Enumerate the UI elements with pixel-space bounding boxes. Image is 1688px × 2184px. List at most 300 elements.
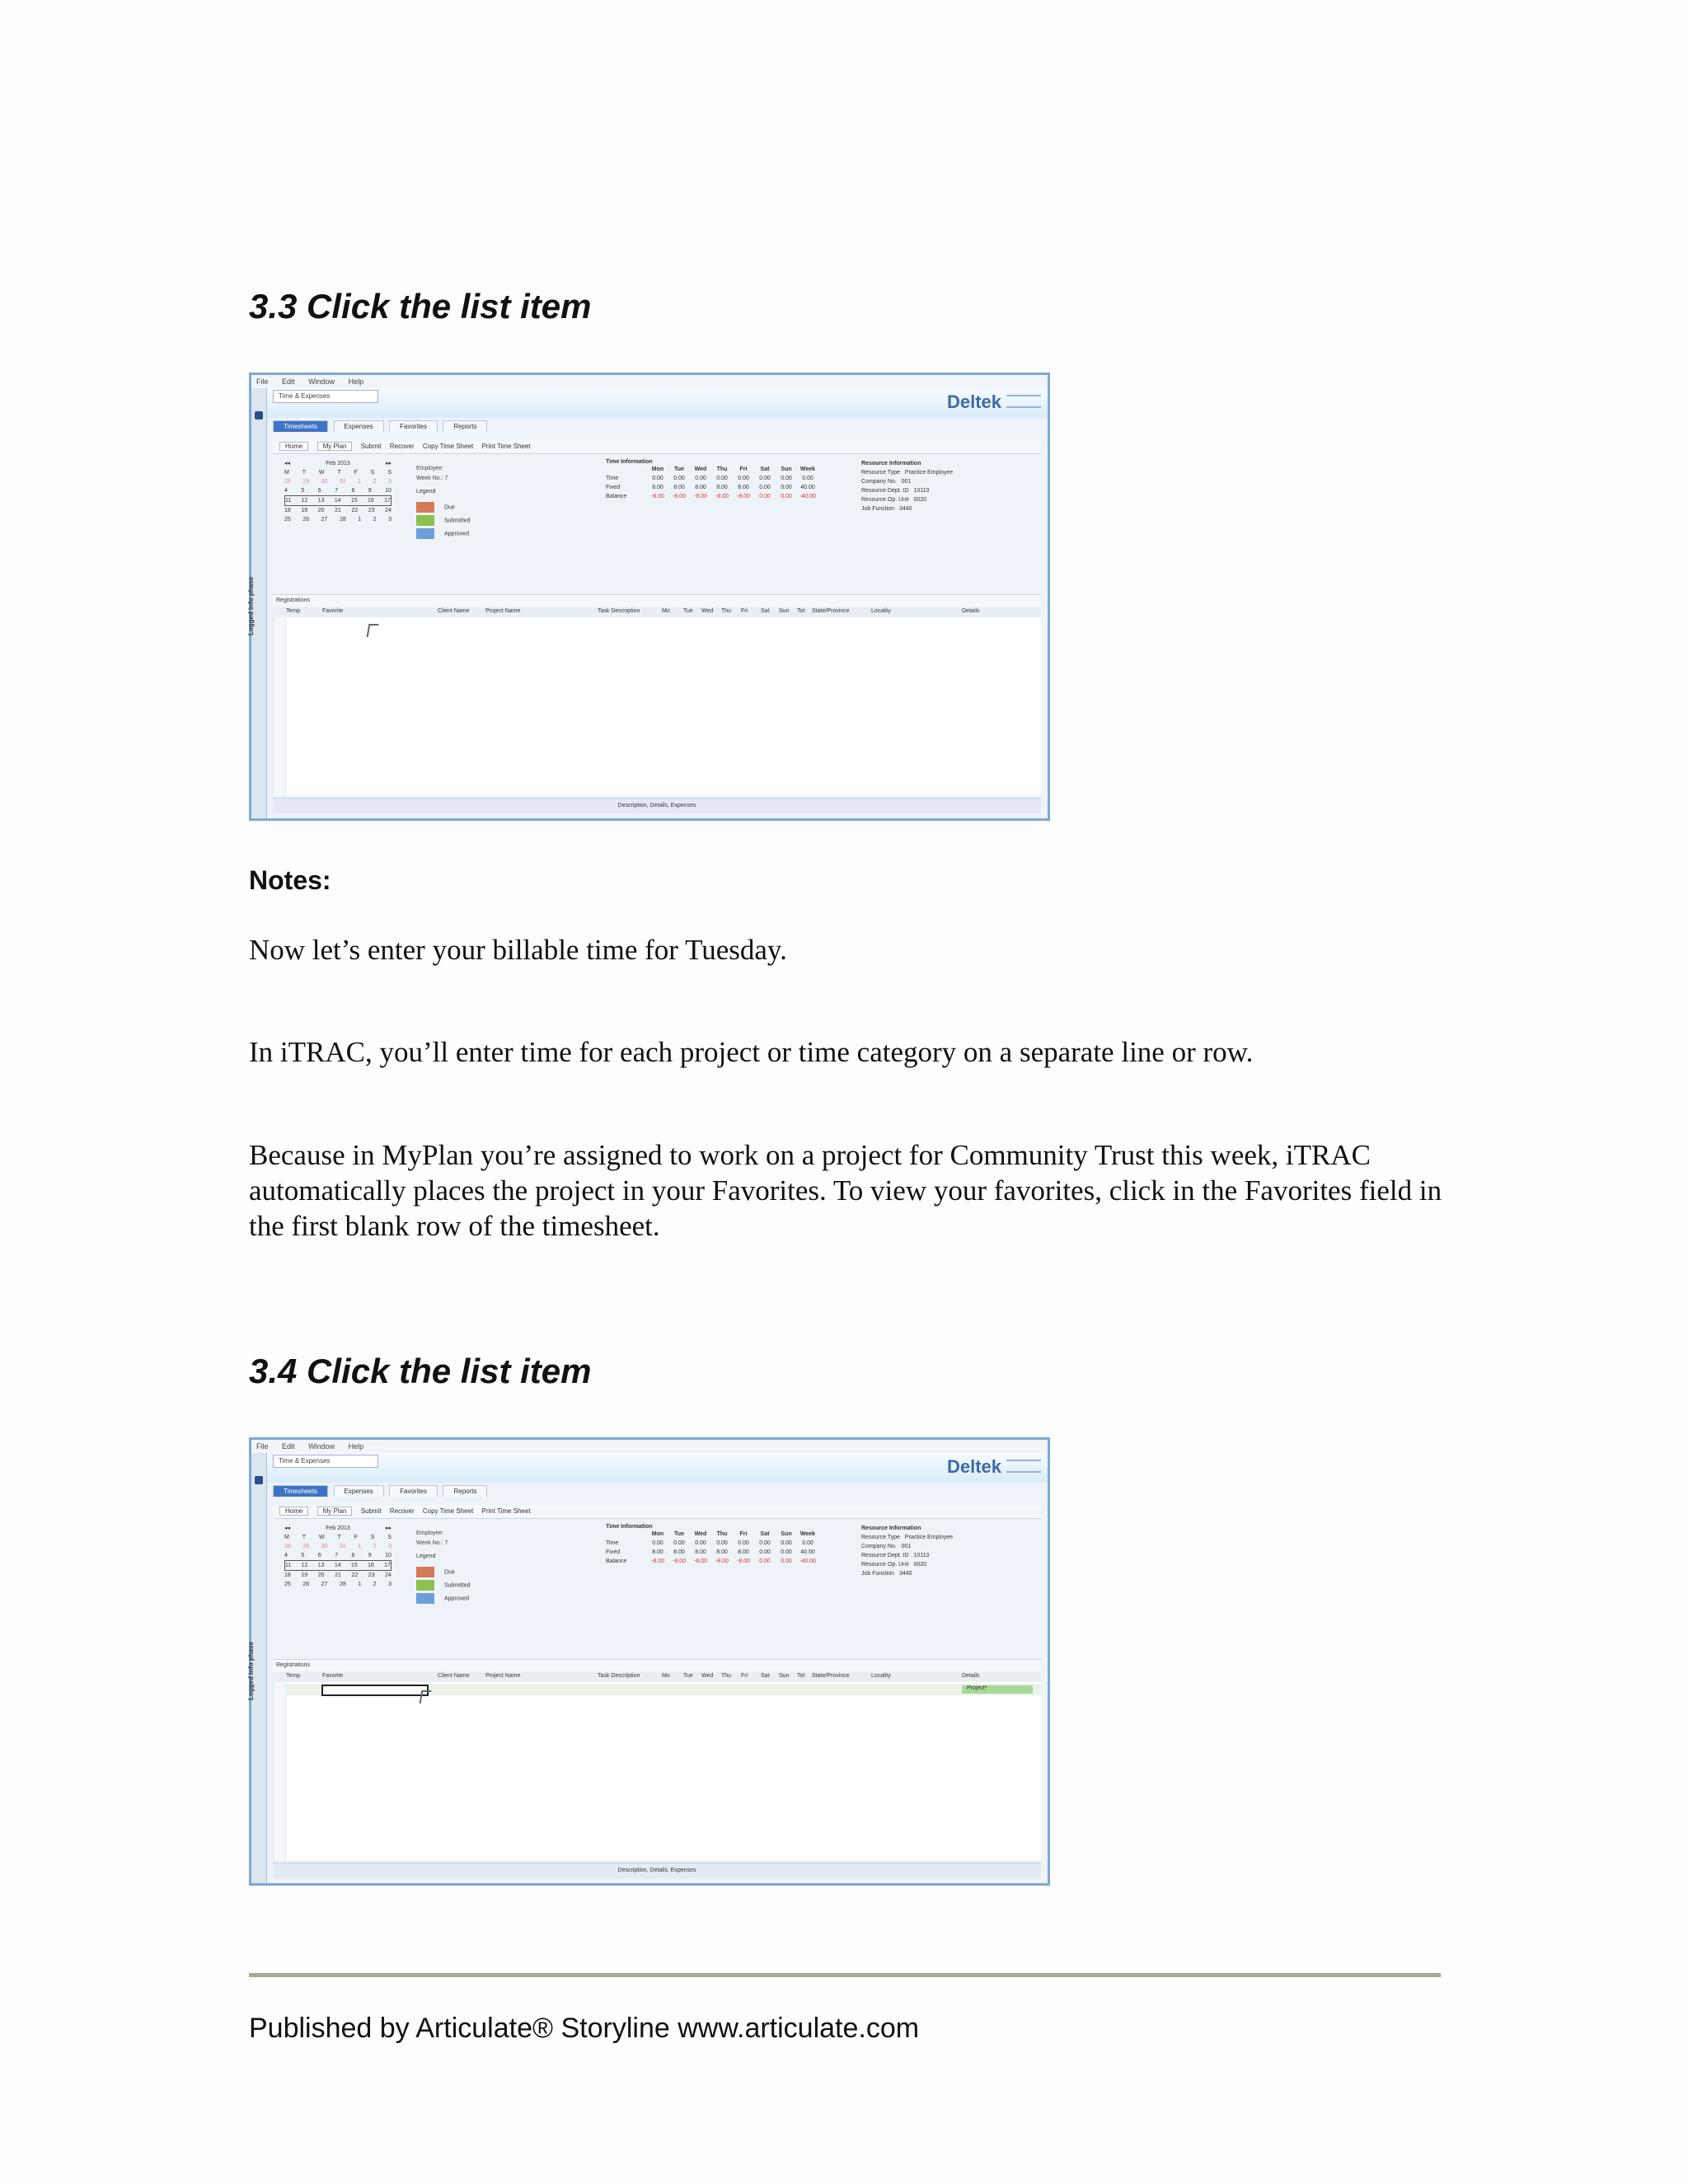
- calendar-day[interactable]: 9: [368, 1553, 372, 1558]
- calendar-day[interactable]: 11: [285, 498, 292, 504]
- calendar-day[interactable]: 17: [384, 1563, 391, 1568]
- resource-value: Practice Employee: [904, 470, 954, 476]
- calendar-day[interactable]: 21: [335, 1572, 341, 1578]
- copy-time-sheet-button[interactable]: Copy Time Sheet: [422, 1507, 474, 1515]
- time-cell: 0.00: [716, 476, 728, 481]
- week-label: Week No.:: [416, 1540, 443, 1546]
- left-rail: [247, 388, 267, 818]
- calendar-day[interactable]: 2: [373, 517, 377, 523]
- legend-title: Legend: [416, 1554, 436, 1559]
- calendar-day[interactable]: 16: [368, 498, 374, 504]
- notes-label: Notes:: [249, 865, 331, 895]
- tab-reports[interactable]: Reports: [443, 420, 487, 432]
- time-col: Fri: [739, 466, 748, 472]
- resource-value: 3440: [898, 1571, 912, 1577]
- weekday: S: [370, 1535, 375, 1540]
- resource-key: Resource Type: [861, 470, 900, 476]
- time-col: Fri: [739, 1531, 748, 1537]
- calendar-day[interactable]: 3: [388, 517, 392, 523]
- details-project-cell[interactable]: Project*: [962, 1685, 1033, 1694]
- calendar-day[interactable]: 31: [339, 1544, 346, 1549]
- calendar-day[interactable]: 2: [373, 479, 377, 485]
- deltek-logo: Deltek: [946, 391, 1001, 412]
- resource-key: Resource Op. Unit: [861, 497, 909, 503]
- time-col: Mon: [651, 466, 664, 472]
- calendar-day[interactable]: 19: [301, 1572, 308, 1578]
- note-paragraph-2: In iTRAC, you’ll enter time for each project or time category on a separate line or row.: [249, 1036, 1254, 1068]
- calendar-day[interactable]: 12: [301, 498, 308, 504]
- legend-label: Approved: [444, 1596, 469, 1602]
- menu-window[interactable]: Window: [308, 1442, 335, 1451]
- grid-col-sun[interactable]: Sun: [779, 1673, 790, 1679]
- calendar-day[interactable]: 14: [334, 498, 341, 504]
- calendar-day[interactable]: 1: [358, 1544, 362, 1549]
- resource-value: 10110: [913, 1553, 930, 1558]
- calendar-day[interactable]: 1: [358, 479, 362, 485]
- grid-col-thu[interactable]: Thu: [721, 608, 732, 614]
- favorites-field[interactable]: [321, 1685, 429, 1696]
- calendar-month: Feb 2013: [326, 1526, 350, 1531]
- nav-tabs: [273, 1483, 489, 1496]
- timesheet-grid[interactable]: [273, 617, 1041, 795]
- calendar-day[interactable]: 3: [388, 479, 392, 485]
- left-rail: [247, 1453, 267, 1883]
- toolbar: [273, 1505, 1041, 1519]
- calendar-day[interactable]: 4: [284, 1553, 288, 1558]
- grid-col-sun[interactable]: Sun: [779, 608, 790, 614]
- grid-col-temp[interactable]: Temp: [286, 1673, 301, 1679]
- left-rail-label: Logged info phase: [247, 1641, 256, 1701]
- weekday: W: [318, 1535, 325, 1540]
- tab-expenses[interactable]: Expenses: [334, 1485, 384, 1497]
- weekday: M: [284, 470, 289, 476]
- time-cell: 0.00: [673, 1540, 685, 1546]
- resource-value: 001: [901, 1544, 912, 1549]
- weekday: F: [354, 470, 358, 476]
- registrations-tab[interactable]: Registrations: [273, 594, 1041, 607]
- document-tab[interactable]: Time & Expenses: [273, 1455, 378, 1468]
- time-col: Wed: [694, 1531, 707, 1537]
- time-cell: -8.00: [673, 1558, 686, 1564]
- deltek-logo: Deltek: [946, 1456, 1001, 1477]
- grid-col-details[interactable]: Details: [962, 608, 980, 614]
- calendar-day[interactable]: 7: [335, 488, 338, 494]
- calendar-day[interactable]: 30: [321, 1544, 328, 1549]
- grid-col-client[interactable]: Client Name: [438, 608, 470, 614]
- resource-key: Company No.: [861, 479, 897, 485]
- home-button[interactable]: Home: [279, 1507, 308, 1516]
- calendar-day[interactable]: 13: [317, 498, 325, 504]
- grid-col-locality[interactable]: Locality: [871, 608, 891, 614]
- grid-col-favorite[interactable]: Favorite: [322, 1673, 344, 1679]
- weekday: T: [337, 1535, 341, 1540]
- calendar-day[interactable]: 23: [368, 508, 375, 513]
- employee-label: Employee:: [416, 466, 444, 471]
- time-col: Tue: [674, 466, 684, 472]
- calendar-day[interactable]: 5: [301, 1553, 305, 1558]
- legend-swatch-due: [416, 502, 434, 513]
- tab-timesheets[interactable]: Timesheets: [273, 420, 328, 432]
- week-value: 7: [444, 476, 448, 481]
- employee-label: Employee:: [416, 1530, 444, 1536]
- calendar-day[interactable]: 31: [339, 479, 346, 485]
- time-col: Sat: [760, 466, 770, 472]
- calendar-day[interactable]: 18: [284, 508, 291, 513]
- menu-edit[interactable]: Edit: [282, 1442, 295, 1451]
- calendar-day[interactable]: 19: [301, 508, 308, 513]
- print-time-sheet-button[interactable]: Print Time Sheet: [481, 1507, 531, 1515]
- time-cell: 0.00: [759, 1558, 771, 1564]
- calendar-day[interactable]: 10: [385, 1553, 392, 1558]
- next-month-icon[interactable]: ▸▸: [385, 1526, 392, 1531]
- calendar-day[interactable]: 23: [368, 1572, 375, 1578]
- grid-col-favorite[interactable]: Favorite: [322, 608, 344, 614]
- brand-bar: [266, 1453, 1048, 1483]
- tab-reports[interactable]: Reports: [443, 1485, 487, 1497]
- my-plan-button[interactable]: My Plan: [317, 442, 353, 451]
- menu-bar: [251, 1440, 1048, 1453]
- grid-col-tue[interactable]: Tue: [683, 1673, 693, 1679]
- calendar-day[interactable]: 3: [388, 1544, 392, 1549]
- time-cell: 0.00: [781, 485, 792, 490]
- resource-information: [861, 459, 953, 513]
- time-cell: 8.00: [673, 1549, 685, 1555]
- grid-col-state[interactable]: State/Province: [812, 608, 850, 614]
- calendar-day[interactable]: 3: [388, 1582, 392, 1587]
- prev-month-icon[interactable]: ◂◂: [284, 461, 291, 466]
- time-cell: 0.00: [802, 476, 814, 481]
- time-cell: -8.00: [737, 494, 750, 499]
- calendar-day[interactable]: 24: [385, 1572, 392, 1578]
- legend-label: Submitted: [444, 518, 471, 524]
- time-cell: -8.00: [651, 494, 664, 499]
- weekday: M: [284, 1535, 289, 1540]
- calendar-day[interactable]: 8: [351, 488, 355, 494]
- calendar-day[interactable]: 29: [302, 1544, 310, 1549]
- left-rail-label: Logged info phase: [247, 576, 256, 636]
- calendar-day[interactable]: 15: [350, 498, 358, 504]
- legend-swatch-submitted: [416, 1580, 434, 1591]
- time-cell: 0.00: [759, 494, 771, 499]
- legend: [416, 489, 471, 541]
- calendar-day[interactable]: 7: [335, 1553, 338, 1558]
- calendar-day[interactable]: 16: [368, 1563, 374, 1568]
- time-cell: 8.00: [695, 485, 706, 490]
- resource-key: Resource Type: [861, 1535, 900, 1540]
- calendar-day[interactable]: 22: [351, 508, 359, 513]
- time-cell: 0.00: [759, 485, 771, 490]
- grid-col-mo[interactable]: Mo: [662, 1673, 670, 1679]
- time-col: Sun: [781, 1531, 792, 1537]
- note-paragraph-1: Now let’s enter your billable time for Tuesday.: [249, 934, 787, 966]
- resource-value: 10110: [913, 488, 930, 494]
- time-cell: 0.00: [781, 1540, 792, 1546]
- time-info-title: Time Information: [606, 1524, 653, 1530]
- calendar-day[interactable]: 4: [284, 488, 288, 494]
- menu-bar: [251, 375, 1048, 388]
- time-cell: 0.00: [759, 1540, 771, 1546]
- calendar-day[interactable]: 20: [317, 508, 325, 513]
- lock-icon[interactable]: [255, 1476, 263, 1484]
- my-plan-button[interactable]: My Plan: [317, 1507, 353, 1516]
- logo-decoration: [1006, 395, 1041, 408]
- resource-key: Job Function: [861, 1571, 895, 1577]
- time-cell: -8.00: [715, 494, 729, 499]
- next-month-icon[interactable]: ▸▸: [385, 461, 392, 466]
- resource-key: Resource Dept. ID: [861, 488, 909, 494]
- calendar-day[interactable]: 9: [368, 488, 372, 494]
- resource-value: 0020: [913, 497, 927, 503]
- tab-favorites[interactable]: Favorites: [389, 420, 438, 432]
- menu-file[interactable]: File: [256, 1442, 269, 1451]
- app-screenshot-1: [249, 373, 1050, 821]
- row-numbers: [274, 617, 286, 795]
- time-information: [606, 1524, 818, 1566]
- calendar-day[interactable]: 28: [284, 1544, 291, 1549]
- calendar-day[interactable]: 25: [284, 1582, 291, 1587]
- grid-col-locality[interactable]: Locality: [871, 1673, 891, 1679]
- calendar-day[interactable]: 8: [351, 1553, 355, 1558]
- document-tab[interactable]: Time & Expenses: [273, 390, 378, 403]
- time-col: Thu: [716, 466, 728, 472]
- employee-info: [416, 1529, 448, 1549]
- week-label: Week No.:: [416, 476, 443, 481]
- home-button[interactable]: Home: [279, 442, 308, 451]
- calendar-day[interactable]: 11: [285, 1563, 292, 1568]
- new-timesheet-row[interactable]: [285, 1684, 1041, 1695]
- week-value: 7: [444, 1540, 448, 1546]
- calendar-day[interactable]: 27: [321, 1582, 328, 1587]
- prev-month-icon[interactable]: ◂◂: [284, 1526, 291, 1531]
- time-cell: 0.00: [781, 1549, 792, 1555]
- calendar-month: Feb 2013: [326, 461, 350, 466]
- calendar-day[interactable]: 28: [284, 479, 291, 485]
- calendar-day[interactable]: 12: [301, 1563, 308, 1568]
- time-row-label: Time: [606, 476, 619, 481]
- submit-button[interactable]: Submit: [360, 443, 382, 450]
- menu-edit[interactable]: Edit: [282, 377, 295, 386]
- legend-swatch-submitted: [416, 515, 434, 526]
- time-cell: -8.00: [694, 1558, 707, 1564]
- legend-label: Due: [444, 504, 455, 511]
- grid-col-state[interactable]: State/Province: [812, 1673, 850, 1679]
- time-cell: 8.00: [716, 485, 728, 490]
- grid-col-tue[interactable]: Tue: [683, 608, 693, 614]
- registrations-tab[interactable]: Registrations: [273, 1659, 1041, 1671]
- calendar-day[interactable]: 14: [334, 1563, 341, 1568]
- grid-col-wed[interactable]: Wed: [701, 608, 714, 614]
- time-col: Week: [799, 466, 816, 472]
- resource-value: Practice Employee: [904, 1535, 954, 1540]
- time-cell: 0.00: [716, 1540, 728, 1546]
- tab-expenses[interactable]: Expenses: [334, 420, 384, 432]
- grid-col-thu[interactable]: Thu: [721, 1673, 732, 1679]
- grid-col-project[interactable]: Project Name: [485, 1673, 521, 1679]
- time-cell: -40.00: [799, 494, 816, 499]
- time-cell: 0.00: [781, 1558, 792, 1564]
- menu-help[interactable]: Help: [348, 377, 364, 386]
- calendar-day[interactable]: 28: [339, 517, 346, 523]
- grid-col-task[interactable]: Task Description: [598, 608, 640, 614]
- weekday: S: [387, 1535, 392, 1540]
- weekday: T: [302, 1535, 307, 1540]
- grid-col-fri[interactable]: Fri: [741, 1673, 748, 1679]
- nav-tabs: [273, 418, 489, 431]
- resource-value: 001: [901, 479, 912, 485]
- legend-label: Approved: [444, 531, 469, 537]
- row-numbers: [274, 1682, 286, 1860]
- weekday: T: [337, 470, 341, 476]
- recover-button[interactable]: Recover: [389, 1507, 415, 1515]
- grid-col-sat[interactable]: Sat: [761, 1673, 770, 1679]
- calendar-day[interactable]: 6: [317, 488, 321, 494]
- footer-divider: [249, 1973, 1441, 1977]
- status-bar[interactable]: Description, Details, Expenses: [273, 1863, 1041, 1878]
- resource-key: Company No.: [861, 1544, 897, 1549]
- grid-col-tot[interactable]: Tot: [797, 608, 805, 614]
- time-information: [606, 459, 818, 501]
- time-cell: 0.00: [802, 1540, 814, 1546]
- time-col: Tue: [674, 1531, 684, 1537]
- time-cell: 0.00: [652, 476, 663, 481]
- time-row-label: Balance: [606, 494, 627, 499]
- resource-title: Resource Information: [861, 1526, 921, 1531]
- calendar-day[interactable]: 26: [302, 1582, 310, 1587]
- legend-title: Legend: [416, 489, 436, 494]
- weekday: S: [387, 470, 392, 476]
- print-time-sheet-button[interactable]: Print Time Sheet: [481, 443, 531, 450]
- legend-swatch-approved: [416, 1593, 434, 1604]
- calendar-day[interactable]: 2: [373, 1544, 377, 1549]
- time-cell: 8.00: [738, 1549, 749, 1555]
- calendar[interactable]: [284, 1524, 392, 1623]
- resource-key: Resource Dept. ID: [861, 1553, 909, 1558]
- time-cell: 0.00: [781, 494, 792, 499]
- grid-col-wed[interactable]: Wed: [701, 1673, 714, 1679]
- calendar-day[interactable]: 17: [384, 498, 391, 504]
- resource-value: 3440: [898, 506, 912, 512]
- grid-col-tot[interactable]: Tot: [797, 1673, 805, 1679]
- calendar[interactable]: [284, 459, 392, 558]
- brand-bar: [266, 388, 1048, 418]
- grid-col-client[interactable]: Client Name: [438, 1673, 470, 1679]
- calendar-day[interactable]: 18: [284, 1572, 291, 1578]
- time-cell: 0.00: [781, 476, 792, 481]
- time-info-title: Time Information: [606, 459, 653, 465]
- calendar-day[interactable]: 21: [335, 508, 341, 513]
- lock-icon[interactable]: [255, 411, 263, 419]
- resource-key: Job Function: [861, 506, 895, 512]
- time-cell: 8.00: [652, 485, 663, 490]
- time-cell: 0.00: [652, 1540, 663, 1546]
- grid-col-task[interactable]: Task Description: [598, 1673, 640, 1679]
- time-cell: 40.00: [800, 1549, 815, 1555]
- calendar-day[interactable]: 5: [301, 488, 305, 494]
- tab-timesheets[interactable]: Timesheets: [273, 1485, 328, 1497]
- time-cell: 40.00: [800, 485, 815, 490]
- time-col: Week: [799, 1531, 816, 1537]
- recover-button[interactable]: Recover: [389, 443, 415, 450]
- calendar-day[interactable]: 6: [317, 1553, 321, 1558]
- weekday: F: [354, 1535, 358, 1540]
- grid-col-mo[interactable]: Mo: [662, 608, 670, 614]
- menu-help[interactable]: Help: [348, 1442, 364, 1451]
- timesheet-grid[interactable]: [273, 1682, 1041, 1860]
- calendar-day[interactable]: 1: [358, 1582, 362, 1587]
- section-heading-3-4: 3.4 Click the list item: [249, 1352, 592, 1390]
- time-cell: 0.00: [759, 476, 771, 481]
- calendar-day[interactable]: 25: [284, 517, 291, 523]
- time-cell: -40.00: [799, 1558, 816, 1564]
- time-cell: 0.00: [738, 1540, 749, 1546]
- note-paragraph-3: Because in MyPlan you’re assigned to work on a project for Community Trust this week, iTRAC automatically places the project in your Favorites. To view your favorites, click in the Favorites field in the first blank row of the timesheet.: [249, 1139, 1442, 1242]
- time-col: Thu: [716, 1531, 728, 1537]
- calendar-day[interactable]: 28: [339, 1582, 346, 1587]
- time-cell: -8.00: [715, 1558, 729, 1564]
- time-row-label: Time: [606, 1540, 619, 1546]
- grid-col-temp[interactable]: Temp: [286, 608, 301, 614]
- mouse-cursor-icon: [367, 624, 379, 637]
- grid-col-fri[interactable]: Fri: [741, 608, 748, 614]
- legend-label: Due: [444, 1569, 455, 1576]
- status-bar[interactable]: Description, Details, Expenses: [273, 798, 1041, 813]
- calendar-day[interactable]: 30: [321, 479, 328, 485]
- grid-col-sat[interactable]: Sat: [761, 608, 770, 614]
- time-cell: 0.00: [695, 476, 706, 481]
- time-cell: 8.00: [738, 485, 749, 490]
- resource-information: [861, 1524, 953, 1578]
- time-cell: 0.00: [738, 476, 749, 481]
- weekday: W: [318, 470, 325, 476]
- time-cell: 0.00: [759, 1549, 771, 1555]
- section-heading-3-3: 3.3 Click the list item: [249, 287, 592, 326]
- time-col: Wed: [694, 466, 707, 472]
- time-cell: 0.00: [695, 1540, 706, 1546]
- calendar-day[interactable]: 20: [317, 1572, 325, 1578]
- tab-favorites[interactable]: Favorites: [389, 1485, 438, 1497]
- grid-col-details[interactable]: Details: [962, 1673, 980, 1679]
- calendar-day[interactable]: 1: [358, 517, 362, 523]
- legend-swatch-due: [416, 1567, 434, 1577]
- footer-text: Published by Articulate® Storyline www.articulate.com: [249, 2013, 920, 2044]
- calendar-day[interactable]: 24: [385, 508, 392, 513]
- app-screenshot-2: [249, 1437, 1050, 1886]
- time-cell: -8.00: [673, 494, 686, 499]
- menu-file[interactable]: File: [256, 377, 269, 386]
- time-cell: -8.00: [694, 494, 707, 499]
- time-cell: 8.00: [716, 1549, 728, 1555]
- calendar-day[interactable]: 29: [302, 479, 310, 485]
- calendar-day[interactable]: 15: [350, 1563, 358, 1568]
- grid-col-project[interactable]: Project Name: [485, 608, 521, 614]
- time-cell: 8.00: [652, 1549, 663, 1555]
- resource-title: Resource Information: [861, 461, 921, 466]
- calendar-day[interactable]: 26: [302, 517, 310, 523]
- calendar-day[interactable]: 10: [385, 488, 392, 494]
- resource-key: Resource Op. Unit: [861, 1562, 909, 1568]
- calendar-day[interactable]: 22: [351, 1572, 359, 1578]
- calendar-day[interactable]: 2: [373, 1582, 377, 1587]
- mouse-cursor-icon: [420, 1690, 432, 1704]
- time-cell: 8.00: [673, 485, 685, 490]
- copy-time-sheet-button[interactable]: Copy Time Sheet: [422, 443, 474, 450]
- calendar-day[interactable]: 13: [317, 1563, 325, 1568]
- calendar-day[interactable]: 27: [321, 517, 328, 523]
- menu-window[interactable]: Window: [308, 377, 335, 386]
- submit-button[interactable]: Submit: [360, 1507, 382, 1515]
- time-cell: 0.00: [673, 476, 685, 481]
- legend: [416, 1554, 471, 1606]
